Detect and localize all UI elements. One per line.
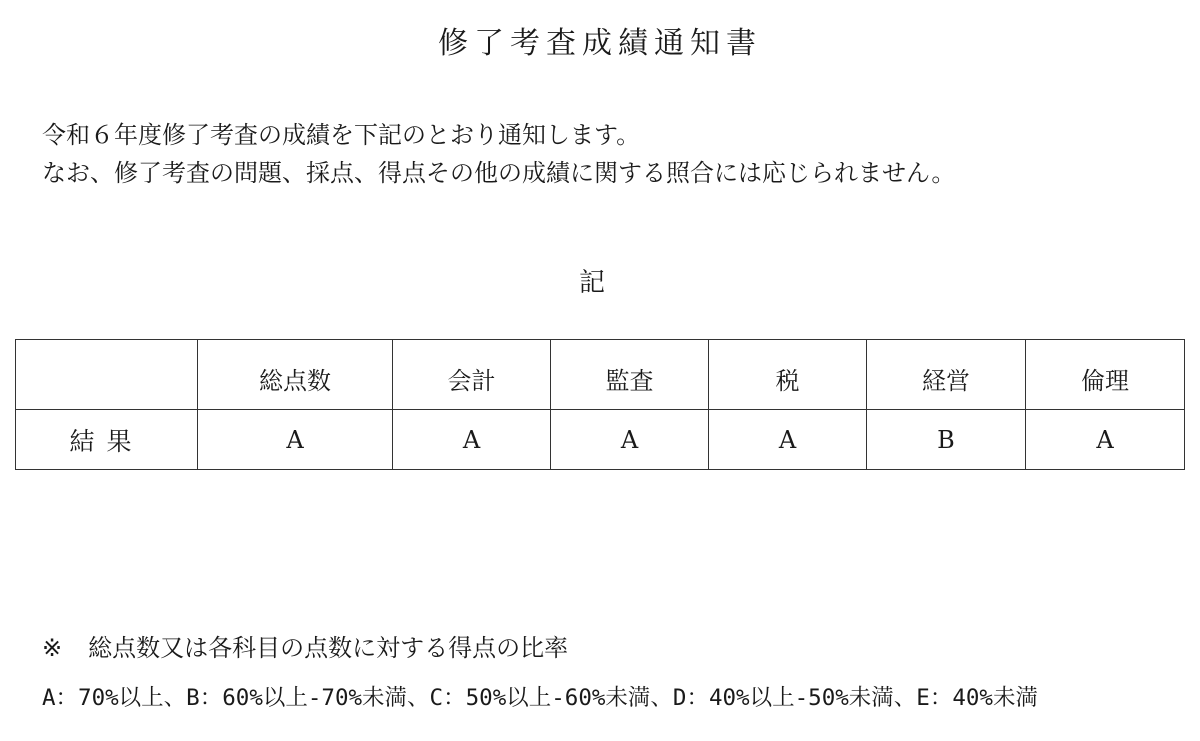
grade-total-score: A — [198, 410, 393, 470]
corner-cell — [16, 340, 198, 410]
grade-auditing: A — [551, 410, 709, 470]
grade-management: B — [867, 410, 1026, 470]
results-table — [15, 339, 1185, 470]
grade-tax: A — [709, 410, 867, 470]
header-management: 経営 — [867, 340, 1026, 410]
intro-text — [42, 116, 955, 192]
document-title: 修了考査成績通知書 — [438, 26, 762, 61]
grade-scale: A：70%以上、B：60%以上-70%未満、C：50%以上-60%未満、D：40%以上-50%未満、E：40%未満 — [42, 685, 1038, 711]
reference-mark: ※ — [42, 634, 63, 662]
row-label-result: 結果 — [16, 410, 198, 470]
grade-accounting: A — [393, 410, 551, 470]
footnote — [42, 628, 568, 663]
grade-ethics: A — [1026, 410, 1185, 470]
header-auditing: 監査 — [551, 340, 709, 410]
header-accounting: 会計 — [393, 340, 551, 410]
header-tax: 税 — [709, 340, 867, 410]
intro-line-1: 令和６年度修了考査の成績を下記のとおり通知します。 — [42, 121, 641, 149]
ki-heading: 記 — [578, 268, 605, 298]
intro-line-2: なお、修了考査の問題、採点、得点その他の成績に関する照合には応じられません。 — [42, 159, 956, 187]
header-row — [16, 340, 1185, 410]
header-total-score: 総点数 — [198, 340, 393, 410]
header-ethics: 倫理 — [1026, 340, 1185, 410]
table-row — [16, 410, 1185, 470]
footnote-text: 総点数又は各科目の点数に対する得点の比率 — [88, 634, 569, 662]
